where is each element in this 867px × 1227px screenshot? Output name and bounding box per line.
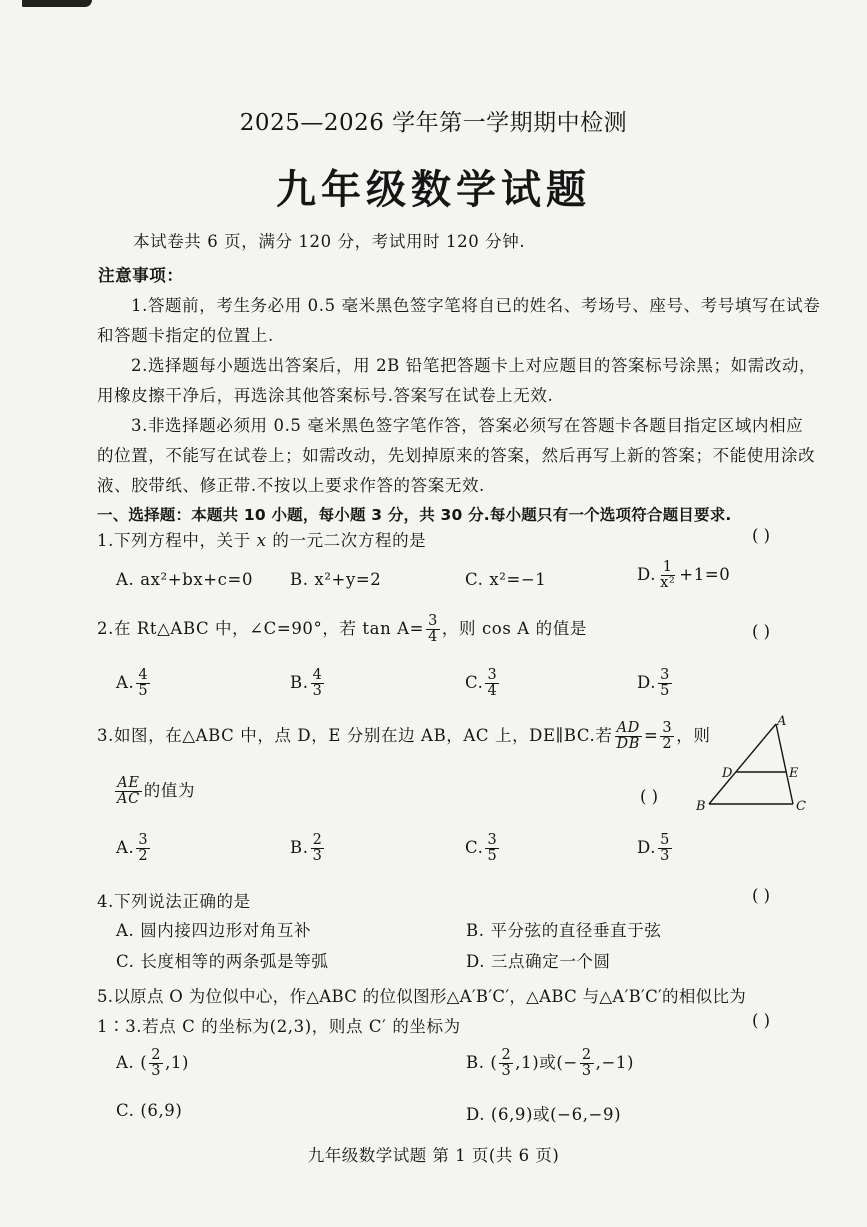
q3-option-b[interactable] xyxy=(290,833,326,864)
q1-d-fraction xyxy=(658,560,677,591)
vertex-a-label: A xyxy=(777,714,787,729)
section-1-heading: 一、选择题：本题共 10 小题，每小题 3 分，共 30 分.每小题只有一个选项符合题目要求. xyxy=(97,506,732,524)
q3-ask-suffix: 的值为 xyxy=(143,781,196,801)
option-label: D. xyxy=(637,838,657,858)
q2-answer-bracket[interactable]: ( ) xyxy=(752,622,771,641)
frac-num: 1 xyxy=(662,559,673,575)
q3-stem xyxy=(97,721,710,752)
q1-option-d[interactable] xyxy=(637,560,730,591)
q1-d-rest: +1=0 xyxy=(679,565,731,585)
option-fraction xyxy=(136,833,150,864)
q4-option-b[interactable]: B. 平分弦的直径垂直于弦 xyxy=(466,921,662,940)
frac-den: 5 xyxy=(487,848,498,865)
frac-num: 2 xyxy=(501,1047,512,1063)
frac-den: 2 xyxy=(662,736,673,753)
frac-num: 3 xyxy=(487,832,498,848)
q1-variable: x xyxy=(256,531,267,550)
frac-num: 2 xyxy=(151,1047,162,1063)
frac-num: 3 xyxy=(138,832,149,848)
vertex-b-label: B xyxy=(696,799,706,814)
page-footer: 九年级数学试题 第 1 页(共 6 页) xyxy=(307,1146,560,1165)
frac-num: 3 xyxy=(428,613,438,629)
option-label: C. xyxy=(465,673,484,693)
option-fraction xyxy=(485,833,499,864)
option-fraction xyxy=(485,668,499,699)
q4-option-c[interactable]: C. 长度相等的两条弧是等弧 xyxy=(116,952,329,971)
frac-num: 3 xyxy=(662,720,673,736)
q3-value-fraction xyxy=(660,721,674,752)
option-fraction xyxy=(499,1048,513,1079)
q1-stem-prefix: 1.下列方程中，关于 xyxy=(97,531,251,550)
note-2-line-1: 2.选择题每小题选出答案后，用 2B 铅笔把答题卡上对应题目的答案标号涂黑；如需改动， xyxy=(131,356,817,375)
frac-num: 4 xyxy=(138,667,149,683)
point-d-label: D xyxy=(722,766,733,781)
point-e-label: E xyxy=(789,766,799,781)
frac-den: 5 xyxy=(660,683,670,700)
frac-den: x² xyxy=(660,575,676,592)
frac-num: 2 xyxy=(581,1047,592,1063)
q3-option-a[interactable] xyxy=(116,833,152,864)
q3-triangle-figure xyxy=(690,712,820,817)
q3-option-c[interactable] xyxy=(465,833,501,864)
side-ac xyxy=(776,724,793,804)
option-mid: ,1)或(− xyxy=(515,1053,578,1073)
frac-num: 4 xyxy=(312,667,323,683)
vertex-c-label: C xyxy=(796,799,806,814)
frac-den: 2 xyxy=(138,848,149,865)
option-fraction xyxy=(136,668,150,699)
frac-den: 4 xyxy=(428,629,438,646)
q5-option-b[interactable] xyxy=(466,1048,634,1079)
frac-num: 2 xyxy=(312,832,323,848)
q3-option-d[interactable] xyxy=(637,833,674,864)
option-label: A. xyxy=(116,673,135,693)
frac-den: AC xyxy=(117,791,140,808)
notes-heading: 注意事项： xyxy=(98,266,184,285)
option-label: C. xyxy=(465,838,484,858)
q3-answer-bracket[interactable]: ( ) xyxy=(640,787,659,806)
frac-den: 3 xyxy=(581,1063,592,1080)
q4-option-d[interactable]: D. 三点确定一个圆 xyxy=(466,952,611,971)
q1-stem xyxy=(97,527,426,551)
frac-den: 3 xyxy=(312,848,323,865)
q2-stem-prefix: 2.在 Rt△ABC 中，∠C=90°，若 tan A= xyxy=(97,619,425,639)
option-fraction xyxy=(149,1048,163,1079)
frac-den: 5 xyxy=(138,683,149,700)
q3-ask xyxy=(113,776,195,807)
frac-den: 3 xyxy=(501,1063,512,1080)
option-label: B. ( xyxy=(466,1053,498,1073)
scan-mark xyxy=(22,0,92,7)
q5-stem-line-1: 5.以原点 O 为位似中心，作△ABC 的位似图形△A′B′C′，△ABC 与△A′B′C′的相似比为 xyxy=(97,987,747,1006)
q1-answer-bracket[interactable]: ( ) xyxy=(752,526,771,545)
option-label: B. xyxy=(290,673,309,693)
frac-den: 4 xyxy=(487,683,498,700)
option-fraction xyxy=(658,833,672,864)
note-1-line-2: 和答题卡指定的位置上. xyxy=(97,326,274,345)
note-3-line-1: 3.非选择题必须用 0.5 毫米黑色签字笔作答，答案必须写在答题卡各题目指定区域内相应 xyxy=(131,416,804,435)
q5-answer-bracket[interactable]: ( ) xyxy=(752,1011,771,1030)
q2-option-c[interactable] xyxy=(465,668,501,699)
q1-option-a[interactable]: A. ax²+bx+c=0 xyxy=(116,570,254,589)
frac-num: 3 xyxy=(660,667,670,683)
q3-ratio-fraction xyxy=(615,721,642,752)
q1-option-b[interactable]: B. x²+y=2 xyxy=(290,570,382,589)
q3-stem-prefix: 3.如图，在△ABC 中，点 D，E 分别在边 AB，AC 上，DE∥BC.若 xyxy=(97,726,613,746)
option-fraction-2 xyxy=(580,1048,594,1079)
option-fraction xyxy=(311,668,325,699)
q5-stem-line-2: 1∶3.若点 C 的坐标为(2,3)，则点 C′ 的坐标为 xyxy=(97,1017,461,1036)
q1-stem-suffix: 的一元二次方程的是 xyxy=(272,531,427,550)
q5-option-a[interactable] xyxy=(116,1048,189,1079)
frac-num: 3 xyxy=(487,667,498,683)
q3-equals: = xyxy=(643,726,659,746)
frac-den: DB xyxy=(616,736,640,753)
exam-subtitle: 2025—2026 学年第一学期期中检测 xyxy=(239,110,628,136)
q2-stem-suffix: ，则 cos A 的值是 xyxy=(441,619,587,639)
q2-tan-fraction xyxy=(426,614,440,645)
option-label: A. xyxy=(116,838,135,858)
option-rest: ,−1) xyxy=(595,1053,635,1073)
q2-option-d[interactable] xyxy=(637,668,674,699)
option-label: B. xyxy=(290,838,309,858)
q3-ask-fraction xyxy=(115,776,142,807)
frac-den: 3 xyxy=(151,1063,162,1080)
option-rest: ,1) xyxy=(165,1053,190,1073)
q4-stem: 4.下列说法正确的是 xyxy=(97,892,251,911)
frac-num: AD xyxy=(616,720,640,736)
note-3-line-2: 的位置，不能写在试卷上；如需改动，先划掉原来的答案，然后再写上新的答案；不能使用涂改 xyxy=(97,446,816,465)
note-1-line-1: 1.答题前，考生务必用 0.5 毫米黑色签字笔将自已的姓名、考场号、座号、考号填写在试卷 xyxy=(131,296,821,315)
q2-stem xyxy=(97,614,587,645)
option-label: A. ( xyxy=(116,1053,148,1073)
q4-answer-bracket[interactable]: ( ) xyxy=(752,886,771,905)
option-label: D. xyxy=(637,673,657,693)
q2-option-a[interactable] xyxy=(116,668,152,699)
q1-option-c[interactable]: C. x²=−1 xyxy=(465,570,547,589)
side-ab xyxy=(709,724,776,804)
q5-option-c[interactable]: C. (6,9) xyxy=(116,1101,183,1120)
option-fraction xyxy=(658,668,672,699)
q2-option-b[interactable] xyxy=(290,668,326,699)
frac-num: 5 xyxy=(660,832,670,848)
note-2-line-2: 用橡皮擦干净后，再选涂其他答案标号.答案写在试卷上无效. xyxy=(97,386,554,405)
exam-intro: 本试卷共 6 页，满分 120 分，考试用时 120 分钟. xyxy=(133,232,526,251)
q1-d-label: D. xyxy=(637,565,657,585)
note-3-line-3: 液、胶带纸、修正带.不按以上要求作答的答案无效. xyxy=(97,476,485,495)
exam-title: 九年级数学试题 xyxy=(276,167,591,213)
option-fraction xyxy=(311,833,325,864)
q5-option-d[interactable]: D. (6,9)或(−6,−9) xyxy=(466,1105,622,1124)
frac-num: AE xyxy=(117,775,140,791)
frac-den: 3 xyxy=(312,683,323,700)
q3-stem-suffix: ，则 xyxy=(676,726,711,746)
frac-den: 3 xyxy=(660,848,670,865)
q4-option-a[interactable]: A. 圆内接四边形对角互补 xyxy=(116,921,312,940)
